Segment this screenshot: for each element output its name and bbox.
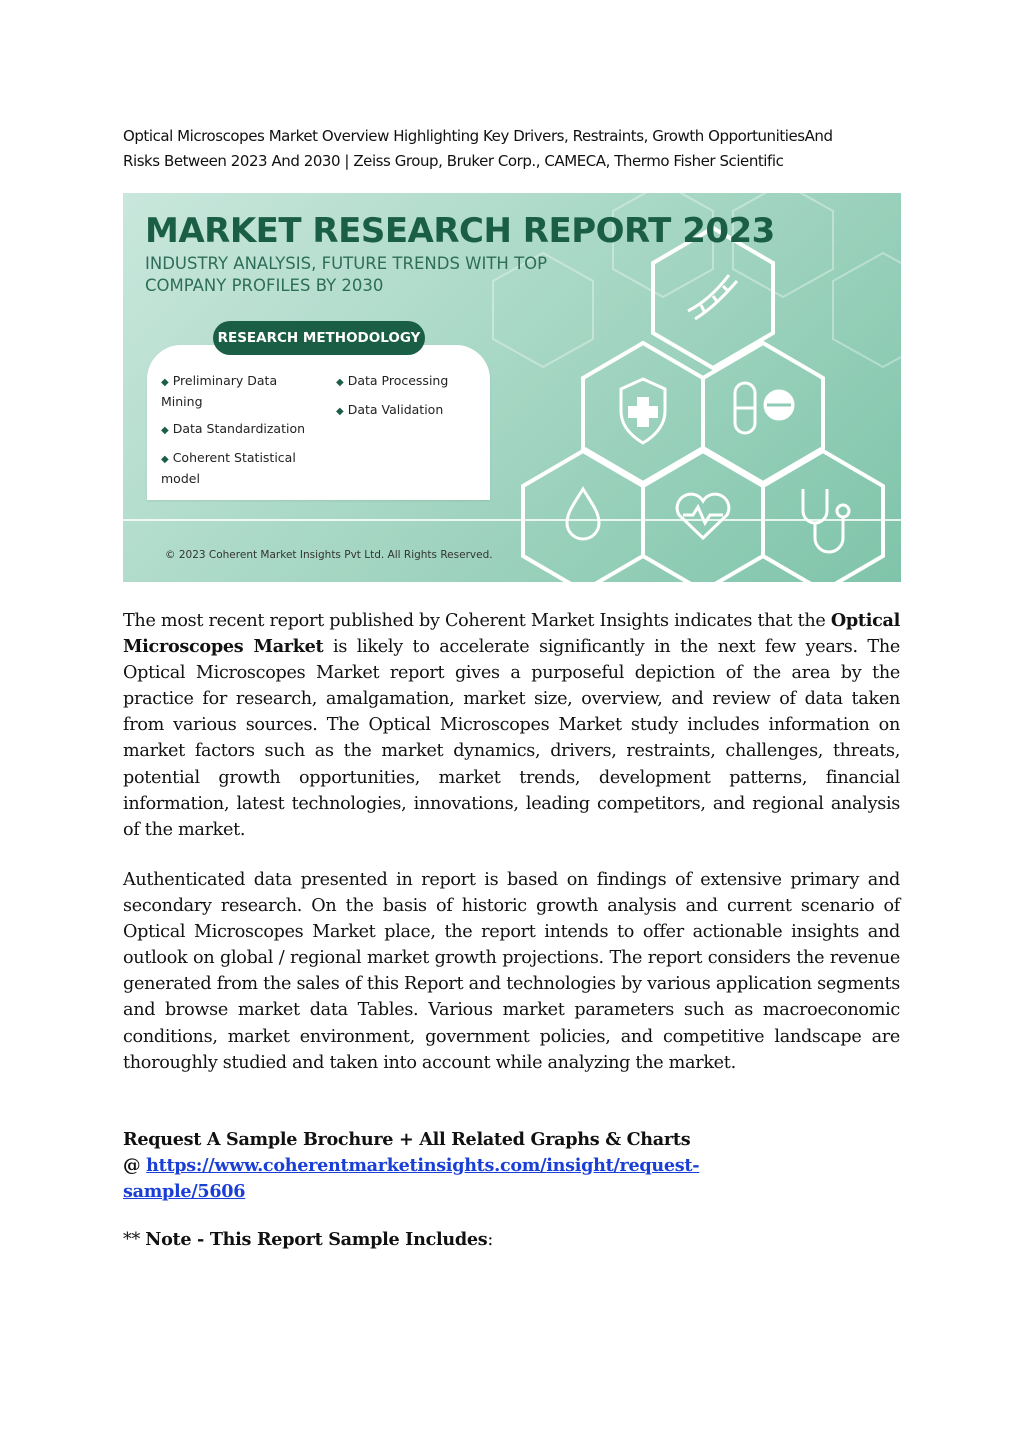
diamond-bullet-icon: ◆ <box>161 377 169 388</box>
banner-copyright: © 2023 Coherent Market Insights Pvt Ltd. All Rights Reserved. <box>165 549 493 561</box>
document-title <box>123 124 913 174</box>
methodology-item: ◆ Data Standardization <box>161 421 306 436</box>
paragraph-methodology: Authenticated data presented in report is based on findings of extensive primary and secondary research. On the basis of historic growth analysis and current scenario of Optical Microscopes Market place, the report intends to offer actionable insights and outlook on global / regional market growth projections. The report considers the revenue generated from the sales of this Report and technologies by various application segments and browse market data Tables. Various market parameters such as macroeconomic conditions, market environment, government policies, and competitive landscape are thoroughly studied and taken into account while analyzing the market. <box>123 870 900 1073</box>
methodology-item: ◆ Data Validation <box>336 402 444 417</box>
methodology-item: ◆ Data Processing <box>336 373 449 388</box>
paragraph-intro: The most recent report published by Coherent Market Insights indicates that the Optical Microscopes Market is likely to accelerate significantly in the next few years. The Optical Microscopes Market report gives a purposeful depiction of the area by the practice for research, amalgamation, market size, overview, and review of data taken from various sources. The Optical Microscopes Market study includes information on market factors such as the market dynamics, drivers, restraints, challenges, threats, potential growth opportunities, market trends, development patterns, financial information, latest technologies, innovations, leading competitors, and regional analysis of the market. <box>123 610 900 840</box>
dna-icon <box>688 275 737 319</box>
title-line-2: Risks Between 2023 And 2030 | Zeiss Group, Bruker Corp., CAMECA, Thermo Fisher Scientific <box>123 152 784 170</box>
diamond-bullet-icon: ◆ <box>336 406 344 417</box>
diamond-bullet-icon: ◆ <box>161 425 169 436</box>
title-line-1: Optical Microscopes Market Overview Highlighting Key Drivers, Restraints, Growth OpportunitiesAnd <box>123 127 833 145</box>
heartbeat-icon <box>677 494 729 538</box>
banner-subheadline: INDUSTRY ANALYSIS, FUTURE TRENDS WITH TOP COMPANY PROFILES BY 2030 <box>145 254 548 295</box>
banner-headline: MARKET RESEARCH REPORT 2023 <box>145 211 775 251</box>
diamond-bullet-icon: ◆ <box>161 454 169 465</box>
sample-request-block <box>123 1127 900 1205</box>
methodology-label: RESEARCH METHODOLOGY <box>213 321 425 355</box>
banner-divider <box>123 519 901 521</box>
market-name: Optical Microscopes Market <box>123 610 900 658</box>
sample-note: ** Note - This Report Sample Includes: <box>123 1229 494 1250</box>
diamond-bullet-icon: ◆ <box>336 377 344 388</box>
methodology-item: ◆ Preliminary Data Mining <box>161 373 278 409</box>
report-banner-image <box>123 193 901 582</box>
pill-capsule-icon <box>735 383 793 433</box>
sample-request-link[interactable]: https://www.coherentmarketinsights.com/insight/request- sample/5606 <box>123 1155 700 1202</box>
sample-request-heading: Request A Sample Brochure + All Related Graphs & Charts <box>123 1129 691 1150</box>
methodology-item: ◆ Coherent Statistical model <box>161 450 296 486</box>
drop-icon <box>567 489 599 539</box>
medical-shield-icon <box>621 379 665 443</box>
sample-request-link-line: @ https://www.coherentmarketinsights.com/insight/request- sample/5606 <box>123 1155 700 1202</box>
